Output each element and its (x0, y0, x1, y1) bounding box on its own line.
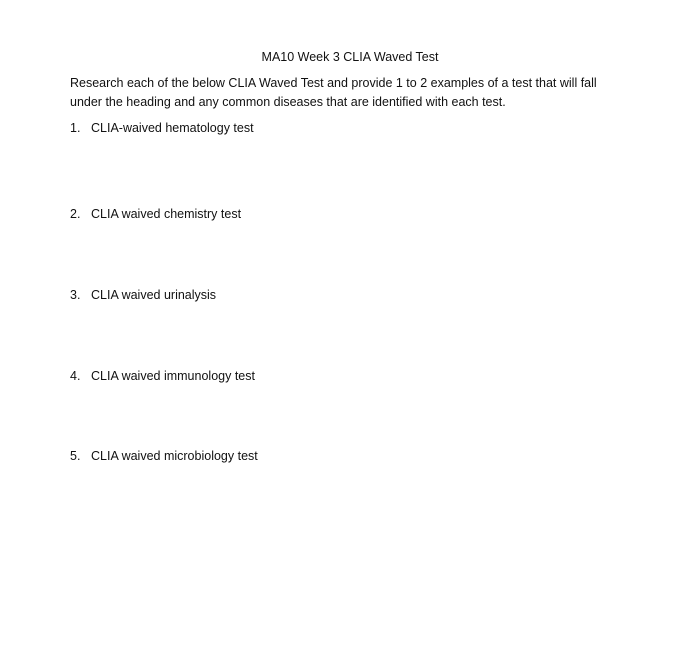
question-text: CLIA-waived hematology test (91, 121, 254, 135)
question-number: 5. (70, 449, 81, 463)
question-item-urinalysis (70, 286, 630, 304)
question-number: 3. (70, 288, 81, 302)
question-text: CLIA waived microbiology test (91, 449, 258, 463)
question-item-microbiology (70, 447, 630, 465)
document-title: MA10 Week 3 CLIA Waved Test (261, 50, 439, 64)
question-item-immunology (70, 367, 630, 385)
question-item-chemistry (70, 205, 630, 223)
question-number: 1. (70, 121, 81, 135)
question-number: 4. (70, 369, 81, 383)
question-text: CLIA waived chemistry test (91, 207, 242, 221)
question-number: 2. (70, 207, 81, 221)
question-text: CLIA waived immunology test (91, 369, 255, 383)
question-text: CLIA waived urinalysis (91, 288, 217, 302)
question-item-hematology (70, 119, 630, 137)
instructions-paragraph: Research each of the below CLIA Waved Test and provide 1 to 2 examples of a test that will fall under the heading and any common diseases that are identified with each test. (70, 76, 597, 109)
